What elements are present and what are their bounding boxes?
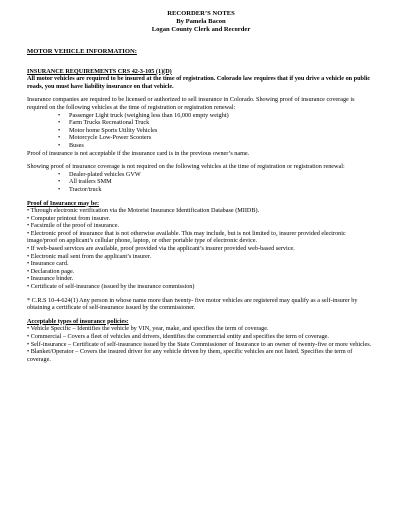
list-item: • Facsimile of the proof of insurance.: [27, 222, 120, 230]
list-item: • Insurance card.: [27, 260, 69, 268]
proof-heading: Proof of Insurance may be:: [27, 199, 100, 207]
policies-heading: Acceptable types of insurance policies:: [27, 317, 129, 325]
list-item: • Self-insurance – Certificate of self-insurance issued by the State Commissioner of Insurance to an owner of twenty-five or more vehicles.: [27, 340, 372, 348]
list-item: • Buses: [69, 142, 375, 150]
policies-list: [27, 325, 375, 363]
requirements-heading: INSURANCE REQUIREMENTS CRS 42-3-105 (1)(D): [27, 67, 172, 75]
list-item: • Electronic proof of insurance that is not otherwise available. This may include, but is not limited to, insurer provided electronic image/proof on applicant’s cellular phone, laptop, or other portable type of electronic device.: [27, 229, 346, 245]
not-required-vehicles-list: [27, 171, 375, 194]
section-title: MOTOR VEHICLE INFORMATION:: [27, 48, 137, 55]
list-item: • Computer printout from insurer.: [27, 214, 111, 222]
list-item: • Dealer-plated vehicles GVW: [69, 171, 375, 179]
author-line: By Pamela Bacon: [176, 18, 226, 25]
previous-owner-note: Proof of insurance is not acceptable if the insurance card is in the previous owner’s name.: [27, 149, 250, 157]
list-item: • Commercial – Covers a fleet of vehicles and drivers, identifies the commercial entity and specifies the term of coverage.: [27, 333, 329, 340]
requirements-bold-statement: All motor vehicles are required to be insured at the time of registration. Colorado law requires that if you drive a vehicle on public roads, you must have liability insurance on that vehicle.: [27, 75, 371, 90]
requirements-intro: Insurance companies are required to be licensed or authorized to sell insurance in Colorado. Showing proof of insurance coverage is required on the following vehicles at the time of registration or registration renewal:: [27, 96, 355, 111]
list-item: • Motorcycle Low-Power Scooters: [69, 134, 375, 142]
list-item: • Electronic mail sent from the applicant’s insurer.: [27, 252, 152, 260]
list-item: • Motor home Sports Utility Vehicles: [69, 127, 375, 135]
list-item: • Passenger Light truck (weighing less than 16,000 empty weight): [69, 112, 375, 120]
office-line: Logan County Clerk and Recorder: [151, 26, 251, 33]
list-item: • Declaration page.: [27, 267, 75, 275]
list-item: • Blanket/Operator – Covers the insured driver for any vehicle driven by them, specific vehicles are not listed. Specifies the term of coverage.: [27, 348, 353, 363]
list-item: • Insurance binder.: [27, 275, 74, 283]
list-item: • If web-based services are available, proof provided via the applicant’s insurer provided web-based service.: [27, 245, 295, 253]
list-item: • All trailers SMM: [69, 178, 375, 186]
document-header: [27, 10, 375, 34]
document-title: RECORDER’S NOTES: [167, 10, 235, 17]
self-insurance-note: * C.R.S 10-4-624(1) Any person in whose name more than twenty- five motor vehicles are registered may qualify as a self-insurer by obtaining a certificate of self-insurance issued by the commissioner.: [27, 296, 358, 312]
not-required-intro: Showing proof of insurance coverage is not required on the following vehicles at the time of registration or registration renewal:: [27, 163, 345, 171]
list-item: • Through electronic verification via the Motorist Insurance Identification Database (MIIDB).: [27, 207, 260, 215]
proof-list: [27, 207, 375, 291]
list-item: • Tractor/truck: [69, 186, 375, 194]
list-item: • Certificate of self-insurance (issued by the insurance commission): [27, 283, 195, 291]
list-item: • Vehicle Specific – Identifies the vehicle by VIN, year, make, and specifies the term of coverage.: [27, 325, 269, 333]
list-item: • Farm Trucks Recreational Truck: [69, 119, 375, 127]
required-vehicles-list: [27, 112, 375, 150]
